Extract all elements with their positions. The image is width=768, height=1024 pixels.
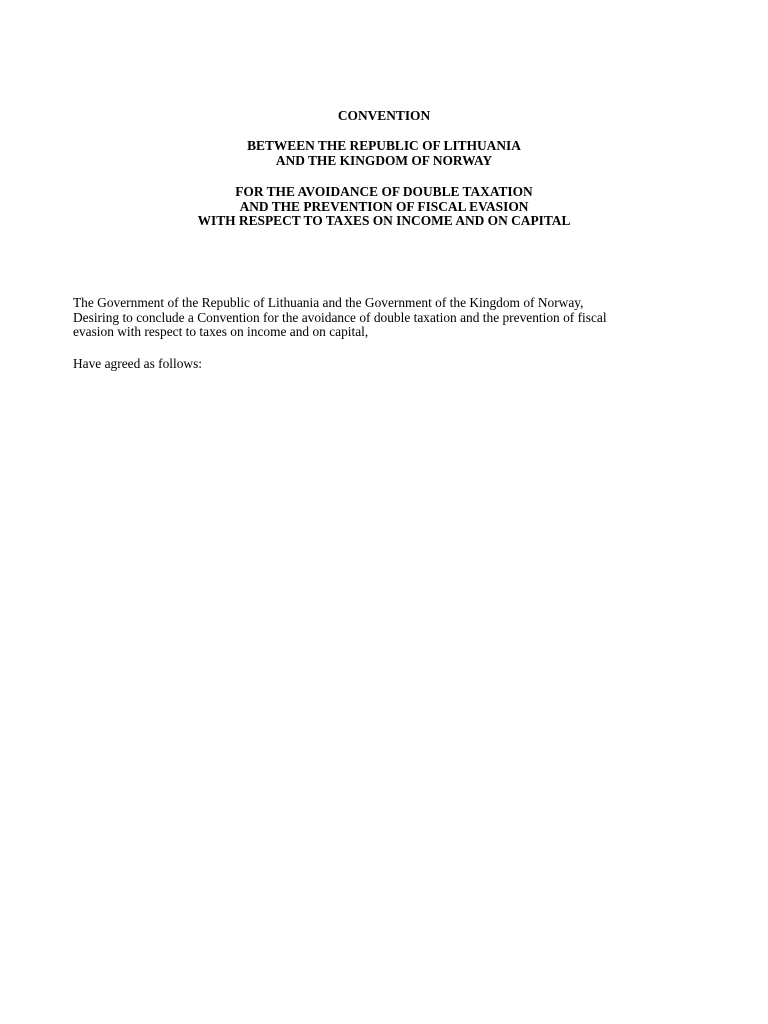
purpose-line-1: FOR THE AVOIDANCE OF DOUBLE TAXATION [235,184,533,199]
document-title: CONVENTION [337,108,431,123]
preamble-line-1: The Government of the Republic of Lithuania and the Government of the Kingdom of Norway, [73,295,584,310]
parties-line-1: BETWEEN THE REPUBLIC OF LITHUANIA [247,138,521,153]
preamble-line-3: evasion with respect to taxes on income and on capital, [73,324,369,340]
preamble-paragraph [73,296,713,340]
purpose-heading [0,185,768,229]
parties-heading [0,139,768,168]
parties-line-2: AND THE KINGDOM OF NORWAY [275,152,493,168]
purpose-line-2: AND THE PREVENTION OF FISCAL EVASION [239,198,529,214]
preamble-line-2: Desiring to conclude a Convention for the avoidance of double taxation and the prevention of fiscal [73,309,607,325]
agreed-line: Have agreed as follows: [73,356,203,371]
document-title-block [0,109,768,124]
agreed-paragraph [73,357,713,372]
purpose-line-3: WITH RESPECT TO TAXES ON INCOME AND ON CAPITAL [197,213,571,228]
